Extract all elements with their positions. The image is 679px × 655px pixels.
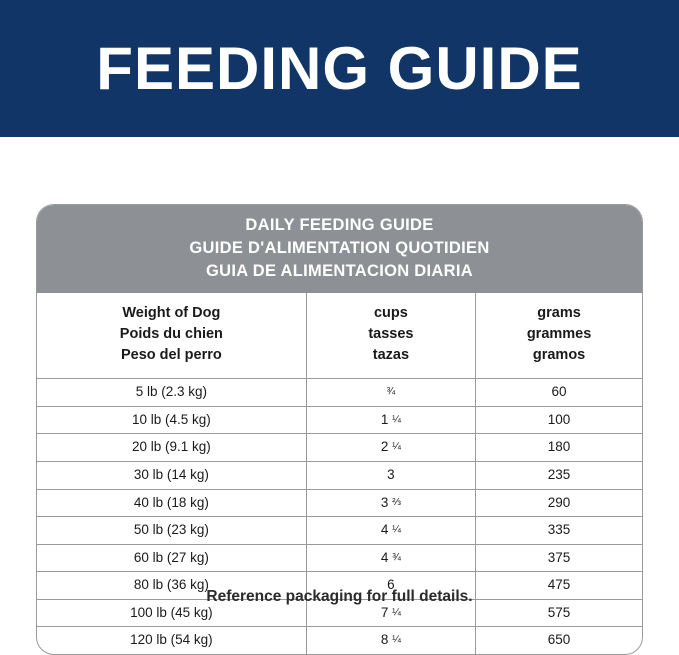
column-header-cups-fr: tasses bbox=[368, 326, 414, 343]
cell-cups: 1 ¼ bbox=[306, 406, 475, 434]
cell-weight: 10 lb (4.5 kg) bbox=[37, 406, 306, 434]
cell-grams: 475 bbox=[476, 572, 642, 600]
footer-note: Reference packaging for full details. bbox=[206, 588, 473, 605]
column-header-weight-fr: Poids du chien bbox=[119, 326, 223, 343]
table-row bbox=[37, 544, 642, 572]
cell-cups: 8 ¼ bbox=[306, 627, 475, 654]
column-header-weight-en: Weight of Dog bbox=[122, 305, 221, 322]
cell-grams: 575 bbox=[476, 599, 642, 627]
table-header-row bbox=[37, 293, 642, 379]
cell-grams: 100 bbox=[476, 406, 642, 434]
page-title: FEEDING GUIDE bbox=[96, 34, 583, 102]
table-row bbox=[37, 489, 642, 517]
column-header-grams-es: gramos bbox=[532, 347, 586, 364]
cell-cups: ¾ bbox=[306, 379, 475, 407]
cell-weight: 100 lb (45 kg) bbox=[37, 599, 306, 627]
table-row bbox=[37, 434, 642, 462]
column-header-grams-en: grams bbox=[537, 305, 581, 322]
column-header-weight bbox=[37, 293, 306, 379]
cell-cups: 2 ¼ bbox=[306, 434, 475, 462]
table-row bbox=[37, 627, 642, 654]
cell-cups: 4 ¾ bbox=[306, 544, 475, 572]
cell-weight: 30 lb (14 kg) bbox=[37, 461, 306, 489]
cell-weight: 60 lb (27 kg) bbox=[37, 544, 306, 572]
column-header-grams bbox=[476, 293, 642, 379]
cell-cups: 4 ¼ bbox=[306, 517, 475, 545]
column-header-weight-es: Peso del perro bbox=[120, 347, 222, 364]
cell-cups: 3 bbox=[306, 461, 475, 489]
cell-weight: 80 lb (36 kg) bbox=[37, 572, 306, 600]
table-title-line-es: GUIA DE ALIMENTACION DIARIA bbox=[206, 261, 473, 280]
table-title-line-fr: GUIDE D'ALIMENTATION QUOTIDIEN bbox=[189, 238, 490, 257]
cell-grams: 180 bbox=[476, 434, 642, 462]
table-row bbox=[37, 379, 642, 407]
column-header-cups bbox=[306, 293, 475, 379]
cell-cups: 6 bbox=[306, 572, 475, 600]
column-header-grams-fr: grammes bbox=[526, 326, 592, 343]
cell-weight: 120 lb (54 kg) bbox=[37, 627, 306, 654]
cell-weight: 5 lb (2.3 kg) bbox=[37, 379, 306, 407]
cell-grams: 375 bbox=[476, 544, 642, 572]
header-banner bbox=[0, 0, 679, 137]
table-title-line-en: DAILY FEEDING GUIDE bbox=[245, 216, 434, 234]
column-header-cups-es: tazas bbox=[372, 347, 410, 364]
cell-cups: 7 ¼ bbox=[306, 599, 475, 627]
cell-grams: 60 bbox=[476, 379, 642, 407]
cell-cups: 3 ⅔ bbox=[306, 489, 475, 517]
cell-weight: 50 lb (23 kg) bbox=[37, 517, 306, 545]
table-title-block bbox=[37, 205, 642, 293]
table-row bbox=[37, 461, 642, 489]
cell-weight: 40 lb (18 kg) bbox=[37, 489, 306, 517]
cell-weight: 20 lb (9.1 kg) bbox=[37, 434, 306, 462]
cell-grams: 650 bbox=[547, 632, 571, 648]
column-header-cups-en: cups bbox=[373, 305, 408, 322]
table-row bbox=[37, 406, 642, 434]
cell-grams: 235 bbox=[476, 461, 642, 489]
table-row bbox=[37, 517, 642, 545]
cell-grams: 335 bbox=[476, 517, 642, 545]
table-body bbox=[37, 379, 642, 654]
cell-grams: 290 bbox=[476, 489, 642, 517]
